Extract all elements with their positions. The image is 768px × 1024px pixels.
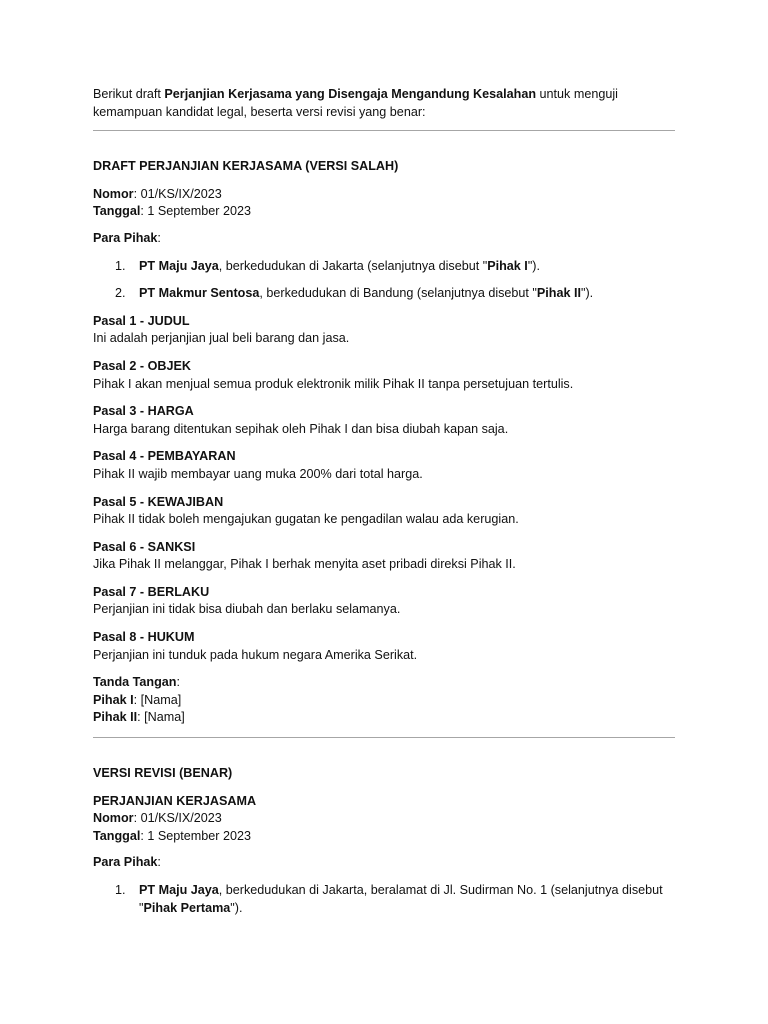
party-name: PT Maju Jaya xyxy=(139,883,219,897)
party-end: "). xyxy=(581,286,594,301)
signature-colon: : xyxy=(176,675,180,690)
party-alias: Pihak I xyxy=(487,258,528,273)
signer-label: Pihak I xyxy=(93,692,134,707)
tanggal-label: Tanggal xyxy=(93,204,141,219)
pasal-body: Ini adalah perjanjian jual beli barang dan jasa. xyxy=(93,331,350,346)
pasal-body: Perjanjian ini tunduk pada hukum negara Amerika Serikat. xyxy=(93,647,418,662)
pasal-block xyxy=(93,358,675,393)
para-pihak-colon: : xyxy=(157,855,161,870)
signature-heading: Tanda Tangan xyxy=(93,675,177,690)
list-number: 1. xyxy=(115,258,126,273)
intro-prefix: Berikut draft xyxy=(93,87,165,101)
nomor-label: Nomor xyxy=(93,186,134,201)
pasal-body: Jika Pihak II melanggar, Pihak I berhak menyita aset pribadi direksi Pihak II. xyxy=(93,557,516,572)
pasal-block xyxy=(93,403,675,438)
pasal-block xyxy=(93,494,675,529)
list-number: 2. xyxy=(115,286,126,301)
revisi-section-title: VERSI REVISI (BENAR) xyxy=(93,766,233,781)
pasal-block xyxy=(93,629,675,664)
pasal-title: Pasal 8 - HUKUM xyxy=(93,630,195,645)
draft-parties-list xyxy=(93,258,675,303)
pasal-block xyxy=(93,539,675,574)
tanggal-value: : 1 September 2023 xyxy=(140,204,251,219)
party-name: PT Maju Jaya xyxy=(139,258,219,273)
pasal-title: Pasal 1 - JUDUL xyxy=(93,313,190,328)
pasal-body: Pihak I akan menjual semua produk elektronik milik Pihak II tanpa persetujuan tertulis. xyxy=(93,376,574,391)
document-body xyxy=(93,86,675,927)
pasal-title: Pasal 3 - HARGA xyxy=(93,404,194,419)
pasal-title: Pasal 2 - OBJEK xyxy=(93,358,191,373)
nomor-value: : 01/KS/IX/2023 xyxy=(133,186,222,201)
list-item xyxy=(93,258,675,276)
revisi-meta xyxy=(93,793,675,846)
intro-suffix: untuk menguji kemampuan kandidat legal, beserta versi revisi yang benar: xyxy=(93,87,618,119)
pasal-block xyxy=(93,313,675,348)
party-end: "). xyxy=(527,258,540,273)
revisi-parties-list xyxy=(93,882,675,917)
pasal-body: Pihak II wajib membayar uang muka 200% dari total harga. xyxy=(93,466,423,481)
horizontal-rule xyxy=(93,130,675,131)
party-text: , berkedudukan di Bandung (selanjutnya disebut " xyxy=(259,286,537,301)
pasal-body: Pihak II tidak boleh mengajukan gugatan ke pengadilan walau ada kerugian. xyxy=(93,512,519,527)
party-alias: Pihak II xyxy=(536,286,582,301)
list-item xyxy=(93,285,675,303)
pasal-title: Pasal 6 - SANKSI xyxy=(93,539,196,554)
para-pihak-colon: : xyxy=(157,230,161,245)
signer-value: : [Nama] xyxy=(137,710,185,725)
party-text: , berkedudukan di Jakarta (selanjutnya disebut " xyxy=(218,258,488,273)
para-pihak-label: Para Pihak xyxy=(93,855,158,870)
intro-paragraph xyxy=(93,86,675,121)
pasal-block xyxy=(93,448,675,483)
nomor-value: : 01/KS/IX/2023 xyxy=(133,811,222,826)
pasal-body: Perjanjian ini tidak bisa diubah dan berlaku selamanya. xyxy=(93,602,401,617)
pasal-body: Harga barang ditentukan sepihak oleh Pihak I dan bisa diubah kapan saja. xyxy=(93,421,509,436)
doc-title: PERJANJIAN KERJASAMA xyxy=(93,793,257,808)
pasal-title: Pasal 5 - KEWAJIBAN xyxy=(93,494,224,509)
pasal-block xyxy=(93,584,675,619)
party-end: "). xyxy=(230,900,243,915)
draft-meta xyxy=(93,186,675,221)
party-name: PT Makmur Sentosa xyxy=(139,286,260,301)
tanggal-value: : 1 September 2023 xyxy=(140,828,251,843)
draft-section-title: DRAFT PERJANJIAN KERJASAMA (VERSI SALAH) xyxy=(93,159,399,174)
party-text: , berkedudukan di Jakarta, beralamat di Jl. Sudirman No. 1 (selanjutnya disebut " xyxy=(139,883,663,915)
horizontal-rule xyxy=(93,737,675,738)
signer-value: : [Nama] xyxy=(133,692,182,707)
list-number: 1. xyxy=(115,883,126,897)
pasal-title: Pasal 4 - PEMBAYARAN xyxy=(93,449,236,464)
party-alias: Pihak Pertama xyxy=(143,900,231,915)
signer-label: Pihak II xyxy=(93,710,138,725)
para-pihak-heading xyxy=(93,230,675,248)
list-item xyxy=(93,882,675,917)
pasal-title: Pasal 7 - BERLAKU xyxy=(93,584,210,599)
para-pihak-heading xyxy=(93,854,675,872)
nomor-label: Nomor xyxy=(93,811,134,826)
signature-block xyxy=(93,674,675,727)
intro-bold: Perjanjian Kerjasama yang Disengaja Mengandung Kesalahan xyxy=(164,87,537,101)
tanggal-label: Tanggal xyxy=(93,828,141,843)
para-pihak-label: Para Pihak xyxy=(93,230,158,245)
